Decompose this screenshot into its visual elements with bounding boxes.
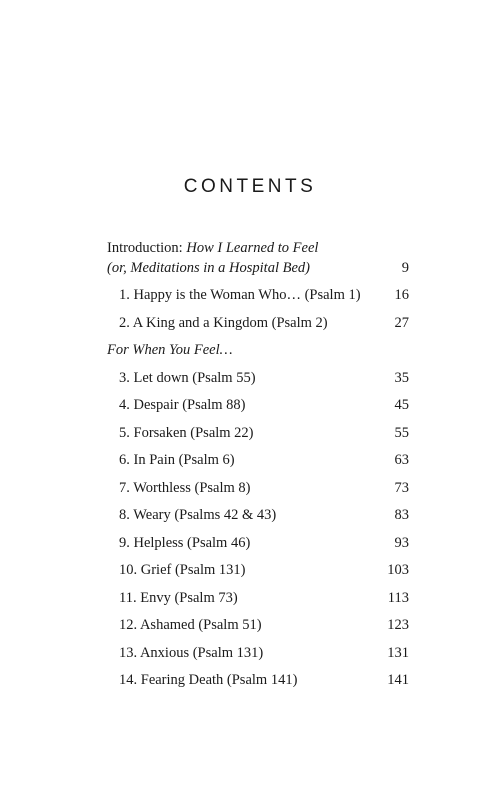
toc-entry [107, 553, 409, 581]
toc-entry-page-number: 27 [394, 314, 409, 331]
toc-entry-label: 4. Despair (Psalm 88) [119, 397, 246, 413]
toc-entry-label: 11. Envy (Psalm 73) [119, 589, 238, 606]
introduction-prefix: Introduction: [107, 240, 187, 256]
toc-entry [107, 278, 409, 306]
toc-entry-label: 3. Let down (Psalm 55) [119, 369, 256, 386]
toc-entry [107, 608, 409, 636]
toc-entry [107, 471, 409, 499]
toc-entry-page-number: 35 [394, 369, 409, 386]
toc-entry-label: 7. Worthless (Psalm 8) [119, 479, 251, 496]
introduction-subtitle: (or, Meditations in a Hospital Bed) [107, 260, 310, 276]
page-title: CONTENTS [183, 175, 317, 197]
toc-entry-page-number: 16 [394, 287, 409, 303]
toc-entry-page-number: 73 [394, 479, 409, 496]
toc-entry [107, 663, 409, 691]
introduction-title: How I Learned to Feel [186, 240, 319, 256]
toc-entry-page-number: 103 [387, 562, 409, 578]
toc-entry-page-number: 45 [394, 397, 409, 413]
toc-entry-label: 2. A King and a Kingdom (Psalm 2) [119, 314, 328, 331]
toc-entry-introduction [107, 238, 409, 278]
toc-entry-label: 6. In Pain (Psalm 6) [119, 452, 235, 468]
toc-entry [107, 388, 409, 416]
toc-entry-label: 14. Fearing Death (Psalm 141) [119, 672, 298, 688]
toc-entry-label: 12. Ashamed (Psalm 51) [119, 617, 262, 633]
toc-entry-label: 1. Happy is the Woman Who… (Psalm 1) [119, 287, 361, 303]
toc-entry-page-number: 113 [387, 589, 409, 606]
toc-entry-page-number: 141 [387, 672, 409, 688]
toc-entry-label: 10. Grief (Psalm 131) [119, 562, 246, 578]
toc-entry-page-number: 63 [394, 452, 409, 468]
toc-entry-label: 5. Forsaken (Psalm 22) [119, 424, 254, 441]
toc-entry [107, 443, 409, 471]
toc-entry-page-number: 131 [387, 644, 409, 661]
toc-entry-page-number: 55 [394, 424, 409, 441]
toc-entry-label: 9. Helpless (Psalm 46) [119, 534, 251, 551]
toc-entry [107, 361, 409, 389]
section-heading-text: For When You Feel… [107, 342, 233, 358]
toc-entry [107, 306, 409, 334]
toc-entry [107, 526, 409, 554]
toc-entry-page-number: 83 [394, 507, 409, 523]
toc-entry [107, 416, 409, 444]
toc-entry-label: 13. Anxious (Psalm 131) [119, 644, 264, 661]
toc-entry-label: 8. Weary (Psalms 42 & 43) [119, 507, 277, 523]
toc-entry-page-number: 93 [394, 534, 409, 551]
toc-section-heading [107, 333, 409, 361]
introduction-page-number: 9 [401, 260, 409, 276]
toc-entry-page-number: 123 [387, 617, 409, 633]
introduction-title-line [107, 238, 409, 258]
toc-entry [107, 498, 409, 526]
toc-entry [107, 636, 409, 664]
toc-entry [107, 581, 409, 609]
table-of-contents [107, 238, 409, 691]
